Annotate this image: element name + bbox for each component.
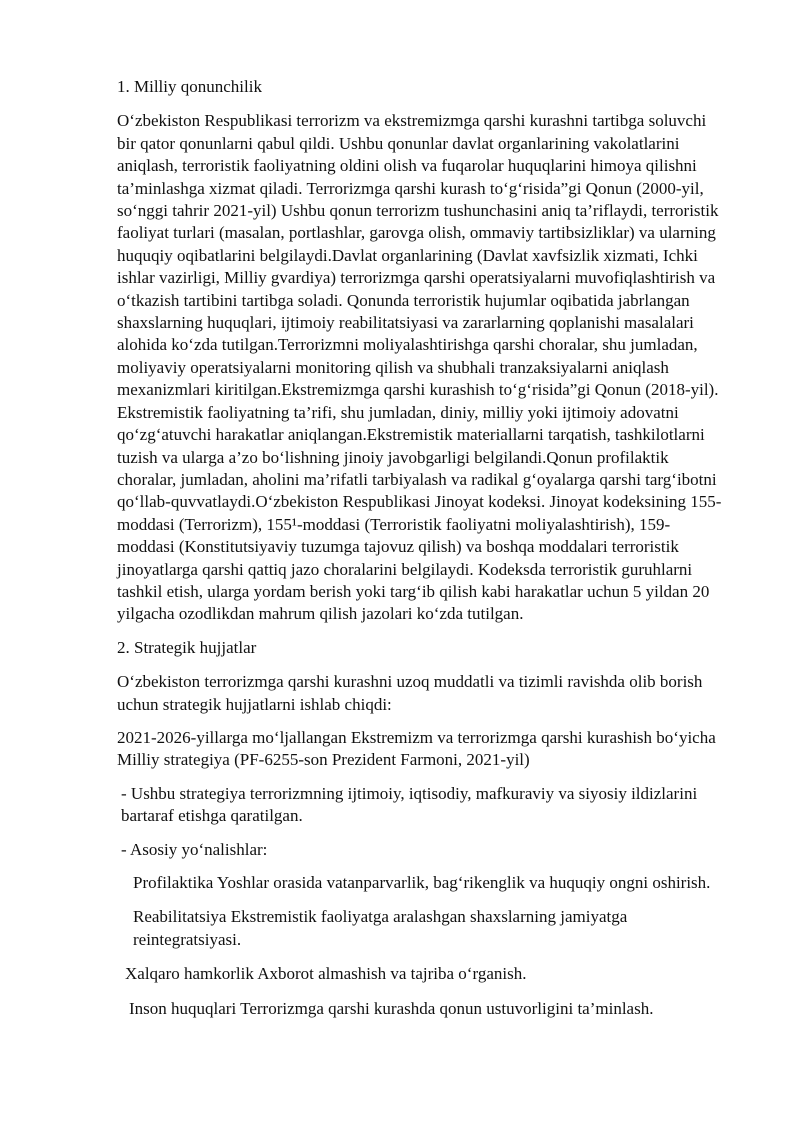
- direction-item-human-rights: Inson huquqlari Terrorizmga qarshi kurashda qonun ustuvorligini ta’minlash.: [129, 998, 654, 1018]
- strategy-title: 2021-2026-yillarga mo‘ljallangan Ekstremizm va terrorizmga qarshi kurashish bo‘yicha Milliy strategiya (PF-6255-son Prezident Farmoni, 2021-yil): [117, 727, 716, 770]
- section-2-intro: O‘zbekiston terrorizmga qarshi kurashni uzoq muddatli va tizimli ravishda olib borish uchun strategik hujjatlarni ishlab chiqdi:: [117, 672, 703, 714]
- direction-item-rehabilitation: Reabilitatsiya Ekstremistik faoliyatga aralashgan shaxslarning jamiyatga reintegratsiyasi.: [133, 907, 628, 949]
- section-2-heading: 2. Strategik hujjatlar: [117, 637, 257, 657]
- direction-item-prevention: Profilaktika Yoshlar orasida vatanparvarlik, bag‘rikenglik va huquqiy ongni oshirish.: [133, 873, 711, 892]
- directions-label: - Asosiy yo‘nalishlar:: [121, 839, 268, 859]
- strategy-aim: - Ushbu strategiya terrorizmning ijtimoiy, iqtisodiy, mafkuraviy va siyosiy ildizlarini bartaraf etishga qaratilgan.: [121, 783, 698, 826]
- section-1-body: O‘zbekiston Respublikasi terrorizm va ekstremizmga qarshi kurashni tartibga soluvchi bir qator qonunlarni qabul qildi. Ushbu qonunlar davlat organlarining vakolatlarini aniqlash, terroristik faoliyatning oldini olish va fuqarolar huquqlarini himoya qilishni ta’minlashga xizmat qiladi. Terrorizmga qarshi kurash to‘g‘risida”gi Qonun (2000-yil, so‘nggi tahrir 2021-yil) Ushbu qonun terrorizm tushunchasini aniq ta’riflaydi, terroristik faoliyat turlari (masalan, portlashlar, garovga olish, ommaviy tartibsizliklar) va ularning huquqiy oqibatlarini belgilaydi.Davlat organlarining (Davlat xavfsizlik xizmati, Ichki ishlar vazirligi, Milliy gvardiya) terrorizmga qarshi operatsiyalarni muvofiqlashtirish va o‘tkazish tartibini tartibga soladi. Qonunda terroristik hujumlar oqibatida jabrlangan shaxslarning huquqlari, ijtimoiy reabilitatsiyasi va zararlarning qoplanishi masalalari alohida ko‘zda tutilgan.Terrorizmni moliyalashtirishga qarshi choralar, shu jumladan, moliyaviy operatsiyalarni monitoring qilish va shubhali tranzaksiyalarni aniqlash mexanizmlari kiritilgan.Ekstremizmga qarshi kurashish to‘g‘risida”gi Qonun (2018-yil). Ekstremistik faoliyatning ta’rifi, shu jumladan, diniy, milliy yoki ijtimoiy adovatni qo‘zg‘atuvchi harakatlar aniqlangan.Ekstremistik materiallarni tarqatish, tashkilotlarni tuzish va ularga a’zo bo‘lishning jinoiy javobgarligi belgilandi.Qonun profilaktik choralar, jumladan, aholini ma’rifatli tarbiyalash va radikal g‘oyalarga qarshi targ‘ibotni qo‘llab-quvvatlaydi.O‘zbekiston Respublikasi Jinoyat kodeksi. Jinoyat kodeksining 155-moddasi (Terrorizm), 155¹-moddasi (Terroristik faoliyatni moliyalashtirish), 159-moddasi (Konstitutsiyaviy tuzumga tajovuz qilish) va boshqa moddalari terroristik jinoyatlarga qarshi qattiq jazo choralarini belgilaydi. Kodeksda terroristik guruhlarni tashkil etish, ularga yordam berish yoki targ‘ib qilish kabi harakatlar uchun 5 yildan 20 yilgacha ozodlikdan mahrum qilish jazolari ko‘zda tutilgan.: [117, 111, 722, 624]
- direction-item-international: Xalqaro hamkorlik Axborot almashish va tajriba o‘rganish.: [125, 964, 527, 984]
- section-1-heading: 1. Milliy qonunchilik: [117, 77, 262, 96]
